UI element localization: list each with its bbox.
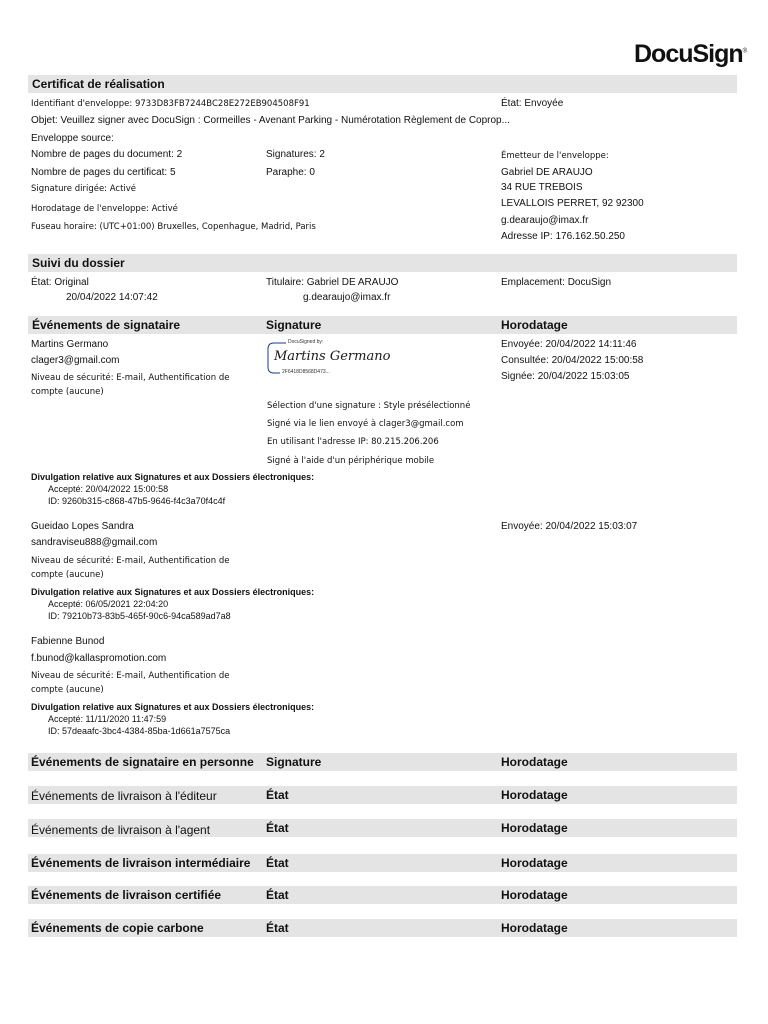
signer1-disclosure: Divulgation relative aux Signatures et aux Dossiers électroniques: — [31, 472, 315, 482]
signer3-accepted: Accepté: 11/11/2020 11:47:59 — [48, 714, 167, 724]
carbon-copy-col-state: État — [266, 921, 289, 935]
signer2-name: Gueidao Lopes Sandra — [31, 521, 134, 532]
agent-delivery-col-timestamp: Horodatage — [501, 821, 568, 835]
sender-ip: Adresse IP: 176.162.50.250 — [501, 231, 625, 242]
tracking-date: 20/04/2022 14:07:42 — [66, 292, 158, 303]
in-person-header-bar — [28, 753, 737, 771]
signer3-security-line2: compte (aucune) — [31, 685, 104, 695]
tracking-holder-email: g.dearaujo@imax.fr — [303, 292, 391, 303]
intermediary-delivery-col-state: État — [266, 856, 289, 870]
signature-count: Signatures: 2 — [266, 149, 325, 160]
certified-delivery-col-timestamp: Horodatage — [501, 888, 568, 902]
editor-delivery-header-bar — [28, 786, 737, 804]
tracking-state: État: Original — [31, 277, 89, 288]
source-envelope: Enveloppe source: — [31, 133, 114, 144]
initials-count: Paraphe: 0 — [266, 167, 315, 178]
carbon-copy-col-timestamp: Horodatage — [501, 921, 568, 935]
signature-header: DocuSigned by: — [288, 339, 324, 345]
signer1-email: clager3@gmail.com — [31, 355, 120, 366]
signer1-name: Martins Germano — [31, 339, 109, 350]
signer1-viewed: Consultée: 20/04/2022 15:00:58 — [501, 355, 644, 366]
certified-delivery-col-state: État — [266, 888, 289, 902]
in-person-col-timestamp: Horodatage — [501, 755, 568, 769]
signer2-disclosure-id: ID: 79210b73-83b5-465f-90c6-94ca589ad7a8 — [48, 611, 231, 621]
sender-street: 34 RUE TREBOIS — [501, 182, 583, 193]
agent-delivery-col-state: État — [266, 821, 289, 835]
signature-image — [266, 341, 394, 375]
signer1-accepted: Accepté: 20/04/2022 15:00:58 — [48, 484, 169, 494]
signer1-device: Signé à l'aide d'un périphérique mobile — [267, 456, 435, 466]
certificate-header-bar — [28, 75, 737, 93]
signer-events-title: Événements de signataire — [32, 318, 181, 332]
tracking-holder: Titulaire: Gabriel DE ARAUJO — [266, 277, 399, 288]
editor-delivery-title: Événements de livraison à l'éditeur — [31, 789, 217, 803]
signer1-signed: Signée: 20/04/2022 15:03:05 — [501, 371, 630, 382]
signer3-disclosure-id: ID: 57deaafc-3bc4-4384-85ba-1d661a7575ca — [48, 726, 231, 736]
carbon-copy-title: Événements de copie carbone — [31, 921, 204, 935]
in-person-col-signature: Signature — [266, 755, 322, 769]
agent-delivery-header-bar — [28, 819, 737, 837]
in-person-title: Événements de signataire en personne — [31, 755, 254, 769]
signer1-security-line1: Niveau de sécurité: E-mail, Authentification de — [31, 373, 230, 383]
signer-events-col-timestamp: Horodatage — [501, 318, 568, 332]
signer1-disclosure-id: ID: 9260b315-c868-47b5-9646-f4c3a70f4c4f — [48, 496, 226, 506]
sender-email: g.dearaujo@imax.fr — [501, 215, 589, 226]
sender-name: Gabriel DE ARAUJO — [501, 167, 593, 178]
certificate-title: Certificat de réalisation — [32, 77, 165, 91]
signer1-ip: En utilisant l'adresse IP: 80.215.206.206 — [267, 437, 439, 447]
envelope-subject: Objet: Veuillez signer avec DocuSign : Cormeilles - Avenant Parking - Numérotation Règlement de Coprop... — [31, 115, 510, 126]
signer1-adoption: Sélection d'une signature : Style présélectionné — [267, 401, 471, 411]
signer2-security-line1: Niveau de sécurité: E-mail, Authentification de — [31, 556, 230, 566]
signer1-security-line2: compte (aucune) — [31, 387, 104, 397]
signer3-disclosure: Divulgation relative aux Signatures et aux Dossiers électroniques: — [31, 702, 315, 712]
signature-id: 2F6418D8568D473... — [282, 369, 330, 375]
signer1-sent: Envoyée: 20/04/2022 14:11:46 — [501, 339, 637, 350]
certified-delivery-header-bar — [28, 886, 737, 904]
intermediary-delivery-header-bar — [28, 854, 737, 872]
signer3-name: Fabienne Bunod — [31, 636, 105, 647]
envelope-id: Identifiant d'enveloppe: 9733D83FB7244BC28E272EB904508F91 — [31, 99, 310, 109]
carbon-copy-header-bar — [28, 919, 737, 937]
signer3-email: f.bunod@kallaspromotion.com — [31, 653, 167, 664]
sender-label: Émetteur de l'enveloppe: — [501, 151, 609, 161]
signer2-disclosure: Divulgation relative aux Signatures et aux Dossiers électroniques: — [31, 587, 315, 597]
certified-delivery-title: Événements de livraison certifiée — [31, 888, 222, 902]
tracking-header-bar — [28, 254, 737, 272]
timezone: Fuseau horaire: (UTC+01:00) Bruxelles, Copenhague, Madrid, Paris — [31, 222, 316, 232]
signer3-security-line1: Niveau de sécurité: E-mail, Authentification de — [31, 671, 230, 681]
tracking-location: Emplacement: DocuSign — [501, 277, 612, 288]
editor-delivery-col-timestamp: Horodatage — [501, 788, 568, 802]
envelope-status: État: Envoyée — [501, 98, 564, 109]
certificate-pages: Nombre de pages du certificat: 5 — [31, 167, 176, 178]
sender-city: LEVALLOIS PERRET, 92 92300 — [501, 198, 644, 209]
envelope-timestamp: Horodatage de l'enveloppe: Activé — [31, 204, 178, 214]
editor-delivery-col-state: État — [266, 788, 289, 802]
docusign-logo: DocuSign® — [634, 40, 747, 68]
agent-delivery-title: Événements de livraison à l'agent — [31, 823, 211, 837]
signer1-signed-via: Signé via le lien envoyé à clager3@gmail.com — [267, 419, 464, 429]
signature-script: Martins Germano — [274, 349, 391, 364]
signer2-security-line2: compte (aucune) — [31, 570, 104, 580]
signer2-email: sandraviseu888@gmail.com — [31, 537, 158, 548]
signer2-accepted: Accepté: 06/05/2021 22:04:20 — [48, 599, 169, 609]
signer2-sent: Envoyée: 20/04/2022 15:03:07 — [501, 521, 638, 532]
tracking-title: Suivi du dossier — [32, 256, 125, 270]
signer-events-col-signature: Signature — [266, 318, 322, 332]
intermediary-delivery-col-timestamp: Horodatage — [501, 856, 568, 870]
guided-signing: Signature dirigée: Activé — [31, 184, 137, 194]
intermediary-delivery-title: Événements de livraison intermédiaire — [31, 856, 251, 870]
signer-events-header-bar — [28, 316, 737, 334]
document-pages: Nombre de pages du document: 2 — [31, 149, 183, 160]
